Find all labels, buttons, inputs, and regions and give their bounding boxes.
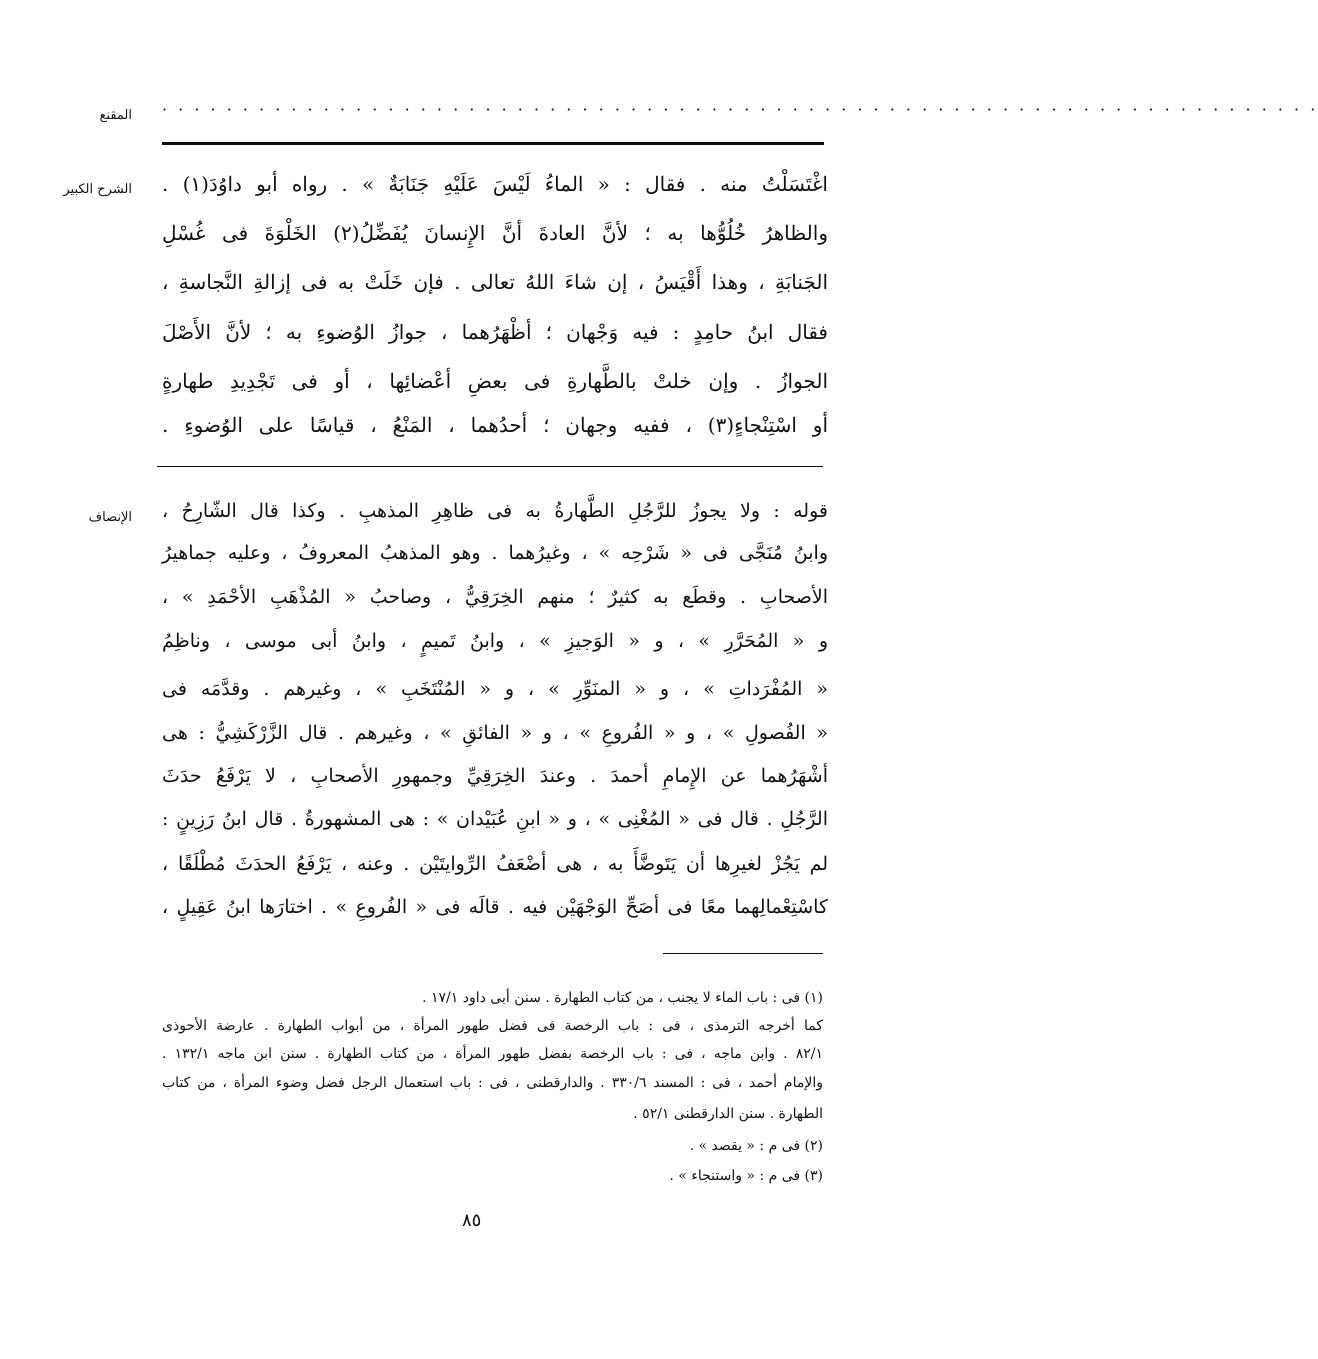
insaf-line: قوله : ولا يجوزُ للرَّجُلِ الطَّهارةُ به فى ظاهِرِ المذهبِ . وكذا قال الشّارِحُ ،: [162, 500, 828, 522]
footnote-separator: [663, 953, 823, 954]
sharh-line: اغْتَسَلْتُ منه . فقال : « الماءُ لَيْسَ عَلَيْهِ جَنَابَةٌ » . رواه أبو داوُدَ(١) .: [162, 172, 828, 196]
insaf-line: « الفُصولِ » ، و « الفُروعِ » ، و « الفائقِ » ، وغيرهم . قال الزَّرْكَشِيُّ : هى: [162, 722, 828, 744]
insaf-line: و « المُحَرَّرِ » ، و « الوَجيزِ » ، وابنُ تَميمٍ ، وابنُ أبى موسى ، وناظِمُ: [162, 630, 828, 652]
insaf-line: لم يَجُزْ لغيرِها أن يَتَوضَّأَ به ، هى أضْعَفُ الرِّوايتَيْن . وعنه ، يَرْفَعُ الحدَثَ مُطْلَقًا ،: [162, 853, 828, 875]
page-number: ٨٥: [462, 1210, 482, 1231]
footnote-2: (٢) فى م : « يقصد » .: [689, 1138, 823, 1154]
insaf-line: أشْهَرُهما عن الإِمامِ أحمدَ . وعندَ الخِرَقِيِّ وجمهورِ الأصحابِ ، لا يَرْفَعُ حدَثَ: [162, 765, 828, 787]
insaf-line: كاسْتِعْمالِهما معًا فى أصَحِّ الوَجْهَيْن فيه . قالَه فى « الفُروعِ » . اختارَها ابنُ عَقِيلٍ ،: [162, 896, 828, 918]
footnote-3: (٣) فى م : « واستنجاء » .: [669, 1168, 823, 1184]
insaf-margin-label: الإنصاف: [88, 510, 132, 525]
section-divider: [157, 466, 823, 467]
footnote-1-cont: كما أخرجه الترمذى ، فى : باب الرخصة فى فضل طهور المرأة ، من أبواب الطهارة . عارضة الأحوذى: [162, 1018, 823, 1034]
sharh-line: فقال ابنُ حامِدٍ : فيه وَجْهان ؛ أظْهَرُهما ، جوازُ الوُضوءِ به ؛ لأنَّ الأَصْلَ: [162, 320, 828, 344]
sharh-line: الجوازُ . وإن خلتْ بالطَّهارةِ فى بعضِ أعْضائِها ، أو فى تَجْدِيدِ طهارةٍ: [162, 369, 828, 393]
footnote-1-cont: ٨٢/١ . وابن ماجه ، فى : باب الرخصة بفضل طهور المرأة ، من كتاب الطهارة . سنن ابن ماجه ١٣٢/١ .: [162, 1046, 824, 1062]
sharh-line: الجَنابَةِ ، وهذا أَقْيَسُ ، إن شاءَ اللهُ تعالى . فإن خَلَتْ به فى إزالةِ النَّجاسةِ ،: [162, 270, 828, 294]
sharh-line: والظاهرُ خُلُوُّها به ؛ لأنَّ العادةَ أنَّ الإِنسانَ يُفَضِّلُ(٢) الخَلْوَةَ فى غُسْلِ: [162, 221, 828, 245]
header-dotted-rule: · · · · · · · · · · · · · · · · · · · · · · · · · · · · · · · · · · · · · · · · · · · · · · · · · · · · · · · · · · · · · · · · · · · · · · · ·: [162, 100, 1318, 119]
sharh-line: أو اسْتِنْجاءٍ(٣) ، ففيه وجهان ؛ أحدُهما ، المَنْعُ ، قياسًا على الوُضوءِ .: [162, 413, 829, 437]
insaf-line: الرَّجُلِ . قال فى « المُغْنِى » ، و « ابنِ عُبَيْدان » : هى المشهورةُ . قال ابنُ رَزِينٍ :: [162, 808, 828, 830]
footnote-1: (١) فى : باب الماء لا يجنب ، من كتاب الطهارة . سنن أبى داود ١٧/١ .: [422, 990, 823, 1006]
sharh-margin-label: الشرح الكبير: [63, 182, 132, 197]
insaf-line: الأصحابِ . وقطَع به كثيرٌ ؛ منهم الخِرَقِيُّ ، وصاحبُ « المُذْهَبِ الأحْمَدِ » ،: [162, 586, 828, 608]
insaf-line: « المُفْرَداتِ » ، و « المنَوِّرِ » ، و « المُنْتَخَبِ » ، وغيرهم . وقدَّمَه فى: [162, 678, 828, 700]
header-book-title: المقنع: [99, 108, 132, 123]
footnote-1-cont: والإمام أحمد ، فى : المسند ٣٣٠/٦ . والدارقطنى ، فى : باب استعمال الرجل فضل وضوء المرأة ، من كتاب: [162, 1075, 823, 1091]
insaf-line: وابنُ مُنَجَّى فى « شَرْحِه » ، وغيرُهما . وهو المذهبُ المعروفُ ، وعليه جماهيرُ: [162, 542, 828, 564]
header-rule: [162, 142, 824, 145]
footnote-1-cont: الطهارة . سنن الدارقطنى ٥٢/١ .: [633, 1106, 823, 1122]
